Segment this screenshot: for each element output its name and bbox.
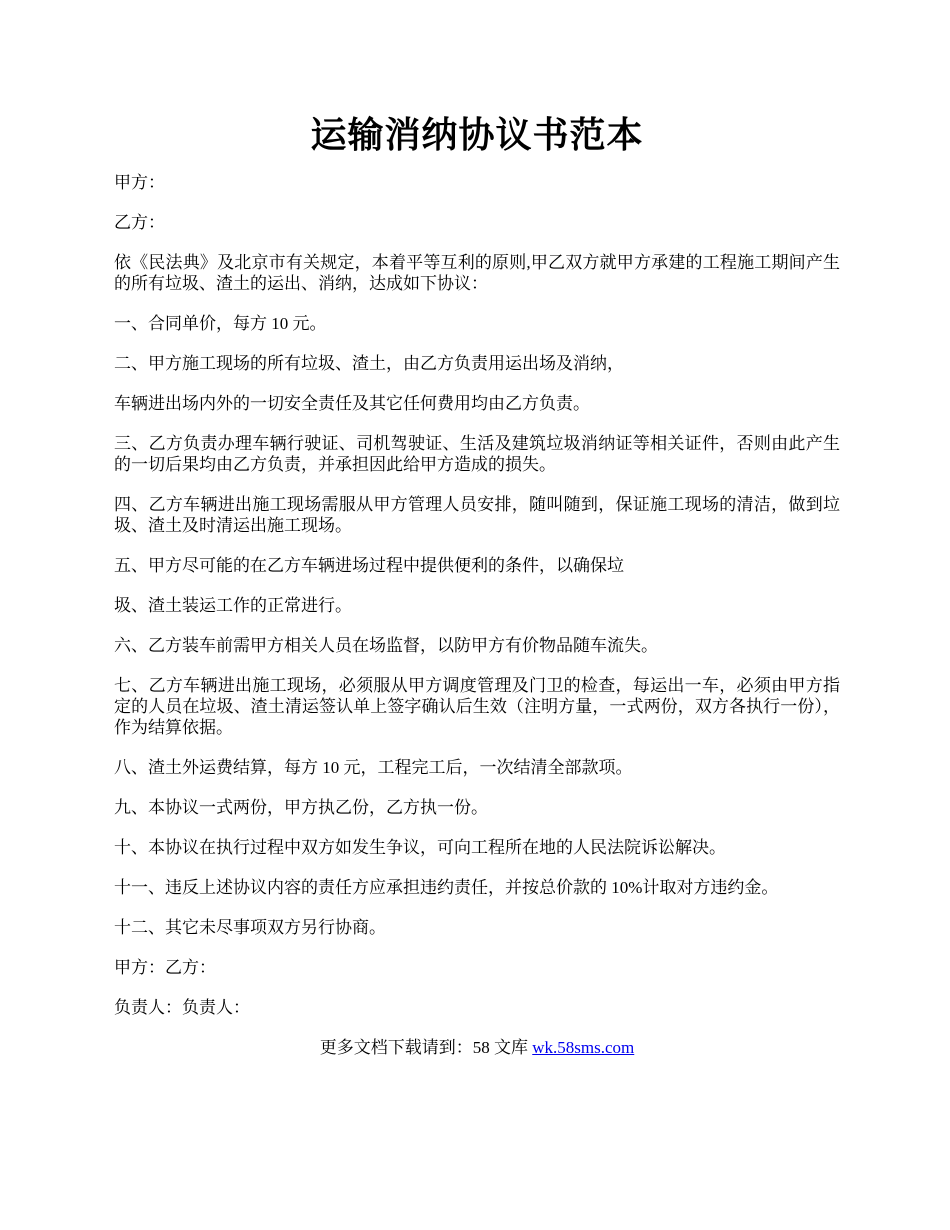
clause-4: 四、乙方车辆进出施工现场需服从甲方管理人员安排，随叫随到，保证施工现场的清洁，做到垃圾、渣土及时清运出施工现场。 — [114, 495, 840, 535]
clause-5-continued: 圾、渣土装运工作的正常进行。 — [114, 596, 352, 615]
clause-2: 二、甲方施工现场的所有垃圾、渣土，由乙方负责用运出场及消纳， — [114, 354, 624, 373]
document-page — [114, 110, 840, 1058]
clause-3: 三、乙方负责办理车辆行驶证、司机驾驶证、生活及建筑垃圾消纳证等相关证件，否则由此产生的一切后果均由乙方负责，并承担因此给甲方造成的损失。 — [114, 434, 840, 474]
document-title: 运输消纳协议书范本 — [310, 115, 644, 155]
download-footer — [114, 1037, 840, 1058]
clause-5: 五、甲方尽可能的在乙方车辆进场过程中提供便利的条件，以确保垃 — [114, 556, 624, 575]
clause-7: 七、乙方车辆进出施工现场，必须服从甲方调度管理及门卫的检查，每运出一车，必须由甲方指定的人员在垃圾、渣土清运签认单上签字确认后生效（注明方量，一式两份，双方各执行一份），作为结算依据。 — [114, 676, 840, 737]
party-b-line: 乙方： — [114, 213, 165, 232]
signature-responsible: 负责人：负责人： — [114, 998, 250, 1017]
clause-10: 十、本协议在执行过程中双方如发生争议，可向工程所在地的人民法院诉讼解决。 — [114, 838, 726, 857]
clause-8: 八、渣土外运费结算，每方 10 元，工程完工后，一次结清全部款项。 — [114, 758, 633, 777]
clause-6: 六、乙方装车前需甲方相关人员在场监督，以防甲方有价物品随车流失。 — [114, 636, 658, 655]
clause-1: 一、合同单价，每方 10 元。 — [114, 314, 327, 333]
clause-11: 十一、违反上述协议内容的责任方应承担违约责任，并按总价款的 10%计取对方违约金。 — [114, 878, 779, 897]
clause-9: 九、本协议一式两份，甲方执乙份，乙方执一份。 — [114, 798, 488, 817]
signature-parties: 甲方：乙方： — [114, 958, 216, 977]
clause-12: 十二、其它未尽事项双方另行协商。 — [114, 918, 386, 937]
clause-2-continued: 车辆进出场内外的一切安全责任及其它任何费用均由乙方负责。 — [114, 394, 590, 413]
intro-paragraph: 依《民法典》及北京市有关规定，本着平等互利的原则,甲乙双方就甲方承建的工程施工期间产生的所有垃圾、渣土的运出、消纳，达成如下协议： — [114, 253, 840, 293]
footer-link[interactable]: wk.58sms.com — [532, 1038, 635, 1057]
footer-text: 更多文档下载请到：58 文库 — [319, 1038, 533, 1057]
party-a-line: 甲方： — [114, 173, 165, 192]
